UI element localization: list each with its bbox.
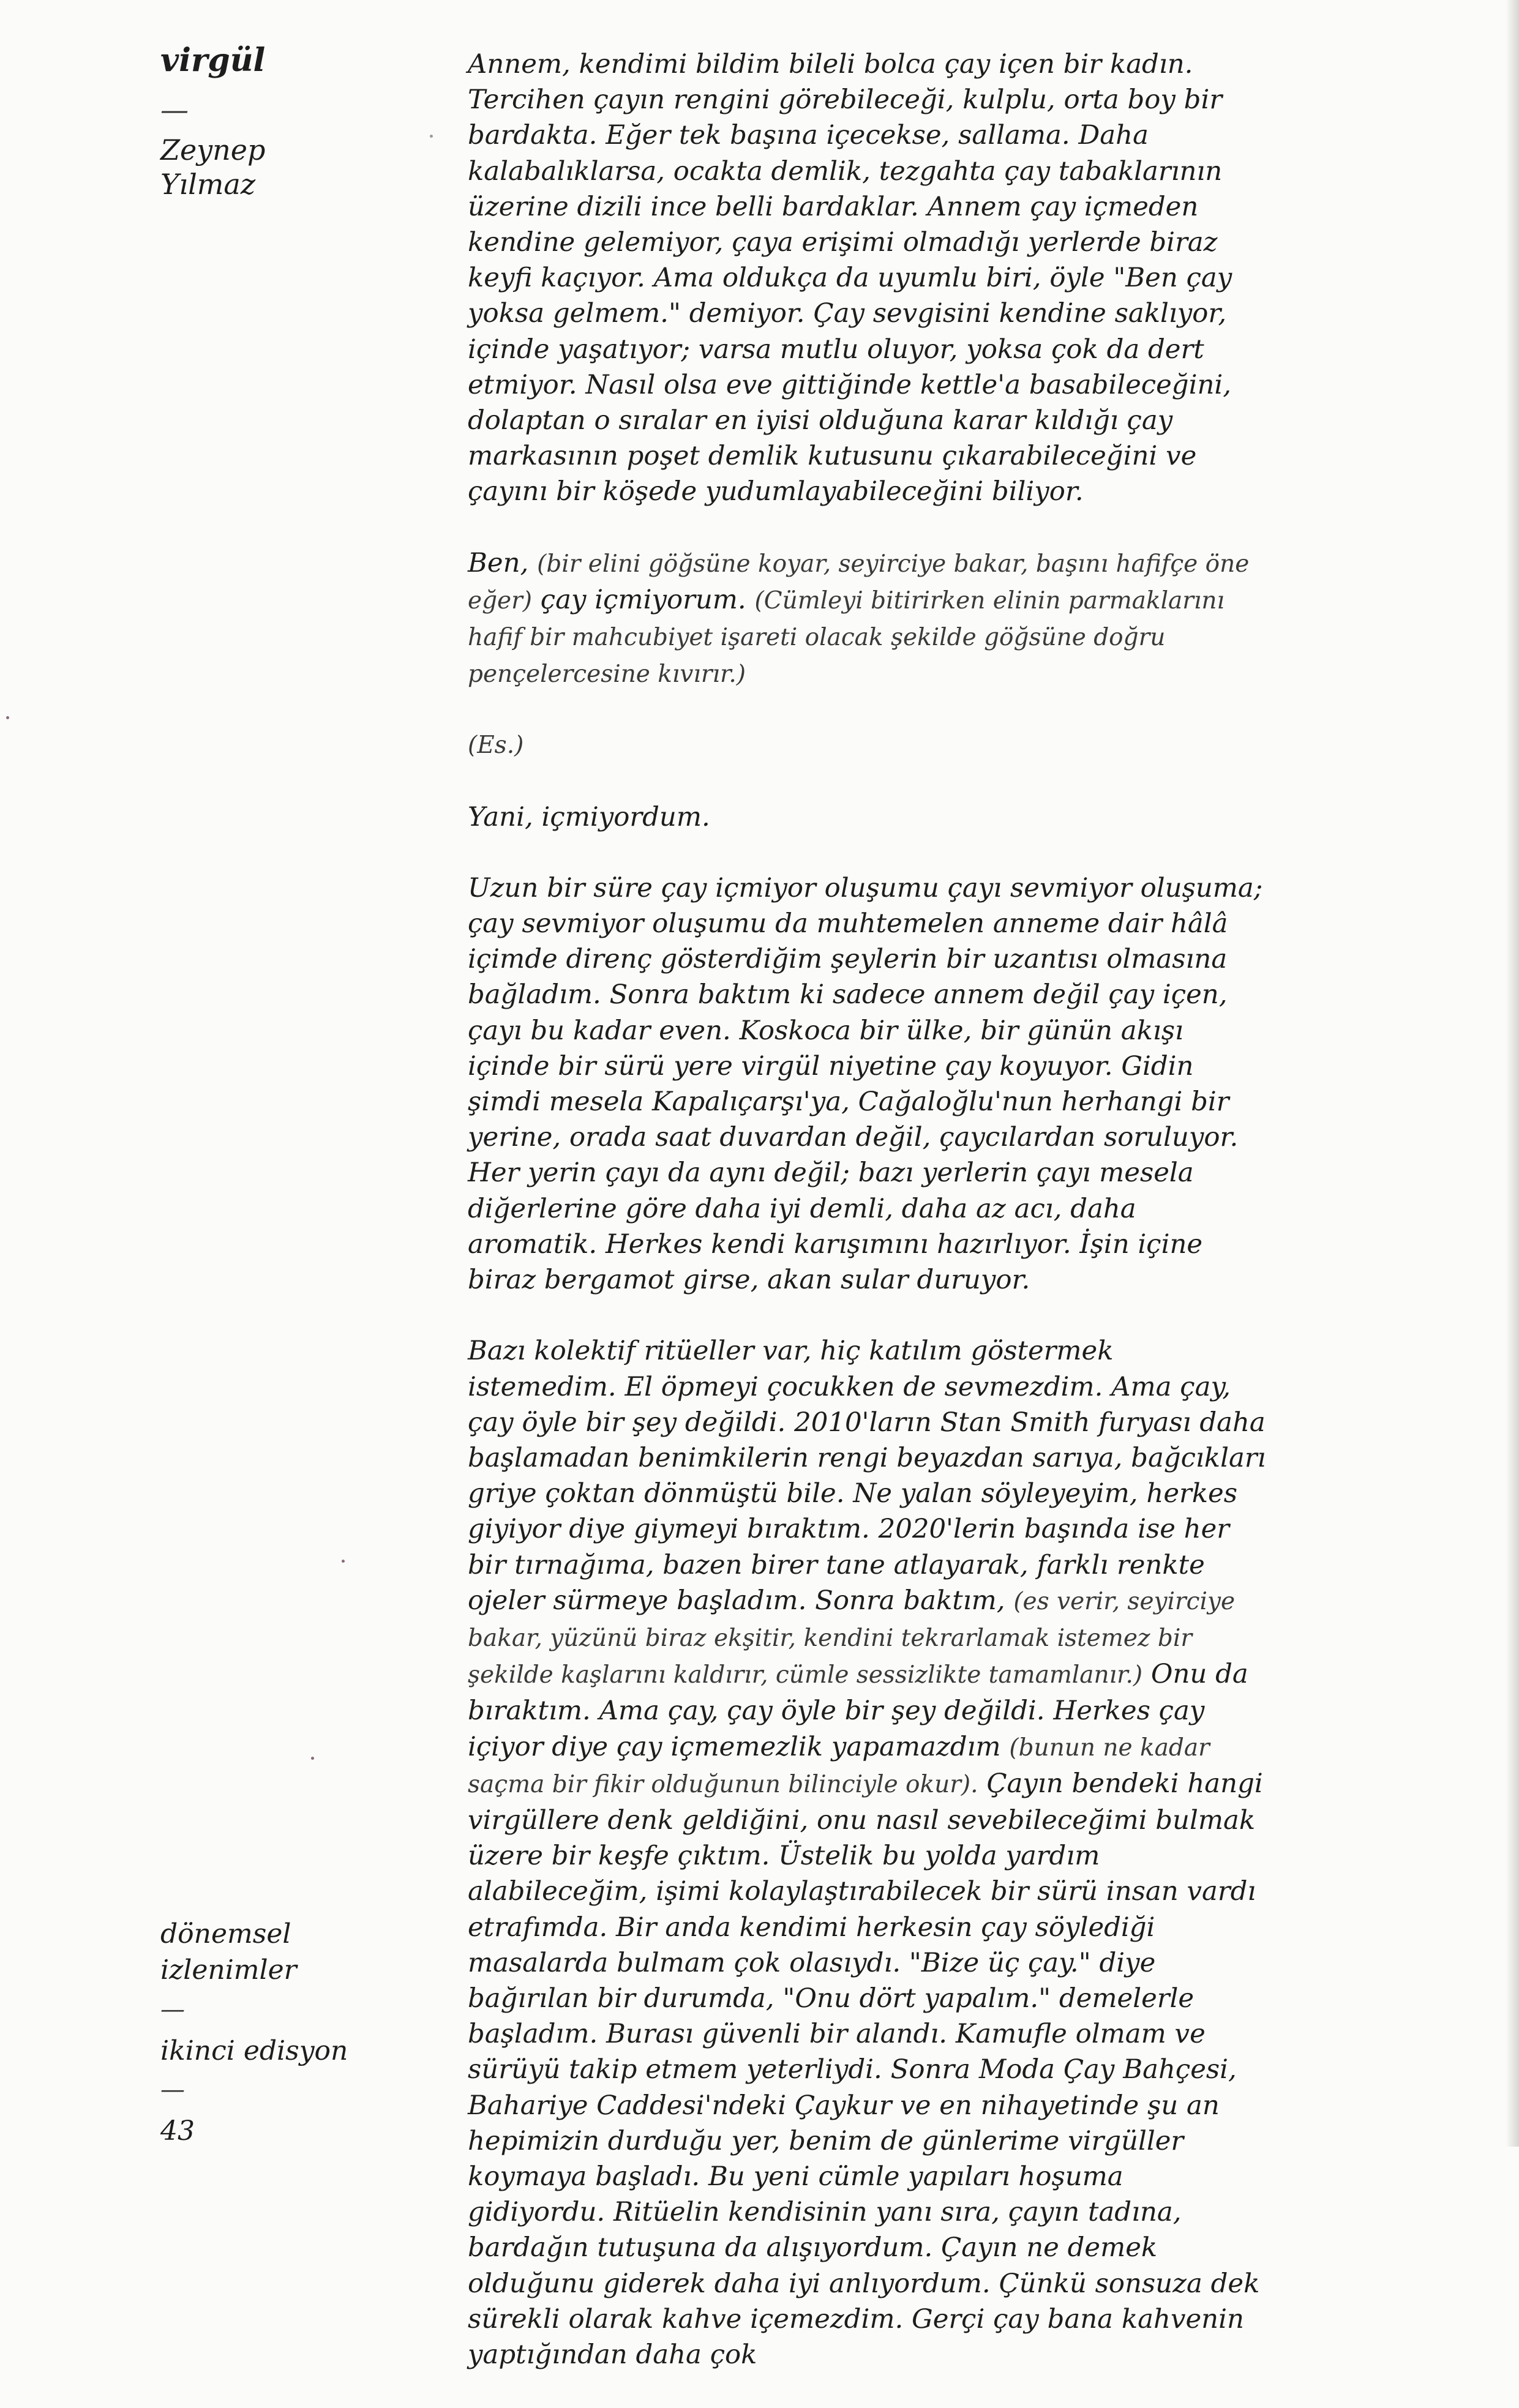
sidebar: [160, 42, 362, 201]
title-divider: —: [160, 93, 189, 127]
author-name: Zeynep Yılmaz: [160, 133, 266, 201]
publication-name-line1: dönemsel: [160, 1918, 291, 1950]
stage-direction: (bunun ne kadar saçma bir fikir olduğunun bilinciyle okur).: [468, 1733, 1210, 1798]
article-body: [468, 47, 1267, 2408]
edition-label: ikinci edisyon: [160, 2035, 348, 2066]
stage-direction: (bir elini göğsüne koyar, seyirciye bakar, başını hafifçe öne eğer): [468, 550, 1250, 615]
paragraph-pause: (Es.): [468, 731, 524, 760]
footer-divider: —: [160, 1995, 185, 2024]
paragraph-1: Annem, kendimi bildim bileli bolca çay içen bir kadın. Tercihen çayın rengini görebileceği, kulplu, orta boy bir bardakta. Eğer tek başına içecekse, sallama. Daha kalabalıklarsa, ocakta demlik, tezgahta çay tabaklarının üzerine dizili ince belli bardaklar. Annem çay içmeden kendine gelemiyor, çaya erişimi olmadığı yerlerde biraz keyfi kaçıyor. Ama oldukça da uyumlu biri, öyle "Ben çay yoksa gelmem." demiyor. Çay sevgisini kendine saklıyor, içinde yaşatıyor; varsa mutlu oluyor, yoksa çok da dert etmiyor. Nasıl olsa eve gittiğinde kettle'a basabileceğini, dolaptan o sıralar en iyisi olduğuna karar kıldığı çay markasının poşet demlik kutusunu çıkarabileceğini ve çayını bir köşede yudumlayabileceğini biliyor.: [468, 49, 1232, 507]
speech-text: çay içmiyorum.: [540, 584, 746, 615]
paragraph-4: Yani, içmiyordum.: [468, 801, 710, 832]
speech-text: Ben,: [468, 547, 529, 578]
stage-direction: (Cümleyi bitirirken elinin parmaklarını hafif bir mahcubiyet işareti olacak şekilde göğsüne doğru pençelercesine kıvırır.): [468, 586, 1225, 689]
scan-edge: [1506, 0, 1519, 2147]
speech-text: Çayın bendeki hangi virgüllere denk geldiğini, onu nasıl sevebileceğimi bulmak üzere bir keşfe çıktım. Üstelik bu yolda yardım alabileceğim, işimi kolaylaştırabilecek bir sürü insan vardı etrafımda. Bir anda kendimi herkesin çay söylediği masalarda bulmam çok olasıydı. "Bize üç çay." diye bağırılan bir durumda, "Onu dört yapalım." demelerle başladım. Burası güvenli bir alandı. Kamufle olmam ve sürüyü takip etmem yeterliydi. Sonra Moda Çay Bahçesi, Bahariye Caddesi'ndeki Çaykur ve en nihayetinde şu an hepimizin durduğu yer, benim de günlerime virgüller koymaya başladı. Bu yeni cümle yapıları hoşuma gidiyordu. Ritüelin kendisinin yanı sıra, çayın tadına, bardağın tutuşuna da alışıyordum. Çayın ne demek olduğunu giderek daha iyi anlıyordum. Çünkü sonsuza dek sürekli olarak kahve içemezdim. Gerçi çay bana kahvenin yaptığından daha çok: [468, 1768, 1263, 2370]
paragraph-6: [468, 1333, 1267, 2372]
paragraph-5: Uzun bir süre çay içmiyor oluşumu çayı sevmiyor oluşuma; çay sevmiyor oluşumu da muhtemelen anneme dair hâlâ içimde direnç gösterdiğim şeylerin bir uzantısı olmasına bağladım. Sonra baktım ki sadece annem değil çay içen, çayı bu kadar even. Koskoca bir ülke, bir günün akışı içinde bir sürü yere virgül niyetine çay koyuyor. Gidin şimdi mesela Kapalıçarşı'ya, Cağaloğlu'nun herhangi bir yerine, orada saat duvardan değil, çaycılardan soruluyor. Her yerin çayı da aynı değil; bazı yerlerin çayı mesela diğerlerine göre daha iyi demli, daha az acı, daha aromatik. Herkes kendi karışımını hazırlıyor. İşin içine biraz bergamot girse, akan sular duruyor.: [468, 872, 1263, 1296]
publication-name-line2: izlenimler: [160, 1954, 297, 1986]
speech-text: Bazı kolektif ritüeller var, hiç katılım göstermek istemedim. El öpmeyi çocukken de sevmezdim. Ama çay, çay öyle bir şey değildi. 2010'ların Stan Smith furyası daha başlamadan benimkilerin rengi beyazdan sarıya, bağcıkları griye çoktan dönmüştü bile. Ne yalan söyleyeyim, herkes giyiyor diye giymeyi bıraktım. 2020'lerin başında ise her bir tırnağıma, bazen birer tane atlayarak, farklı renkte ojeler sürmeye başladım. Sonra baktım,: [468, 1336, 1266, 1616]
scan-speck: [311, 1757, 314, 1760]
scan-speck: [6, 716, 9, 719]
page-footer: [160, 1916, 362, 2150]
page-number: 43: [160, 2115, 195, 2147]
paragraph-2: [468, 545, 1267, 693]
scan-speck: [430, 135, 433, 138]
scan-speck: [342, 1560, 345, 1563]
footer-divider: —: [160, 2076, 185, 2104]
speech-text: Onu da bıraktım. Ama çay, çay öyle bir şey değildi. Herkes çay içiyor diye çay içmemezlik yapamazdım: [468, 1659, 1248, 1762]
stage-direction: (es verir, seyirciye bakar, yüzünü biraz ekşitir, kendini tekrarlamak istemez bir şekilde kaşlarını kaldırır, cümle sessizlikte tamamlanır.): [468, 1587, 1236, 1689]
piece-title: virgül: [160, 42, 266, 79]
